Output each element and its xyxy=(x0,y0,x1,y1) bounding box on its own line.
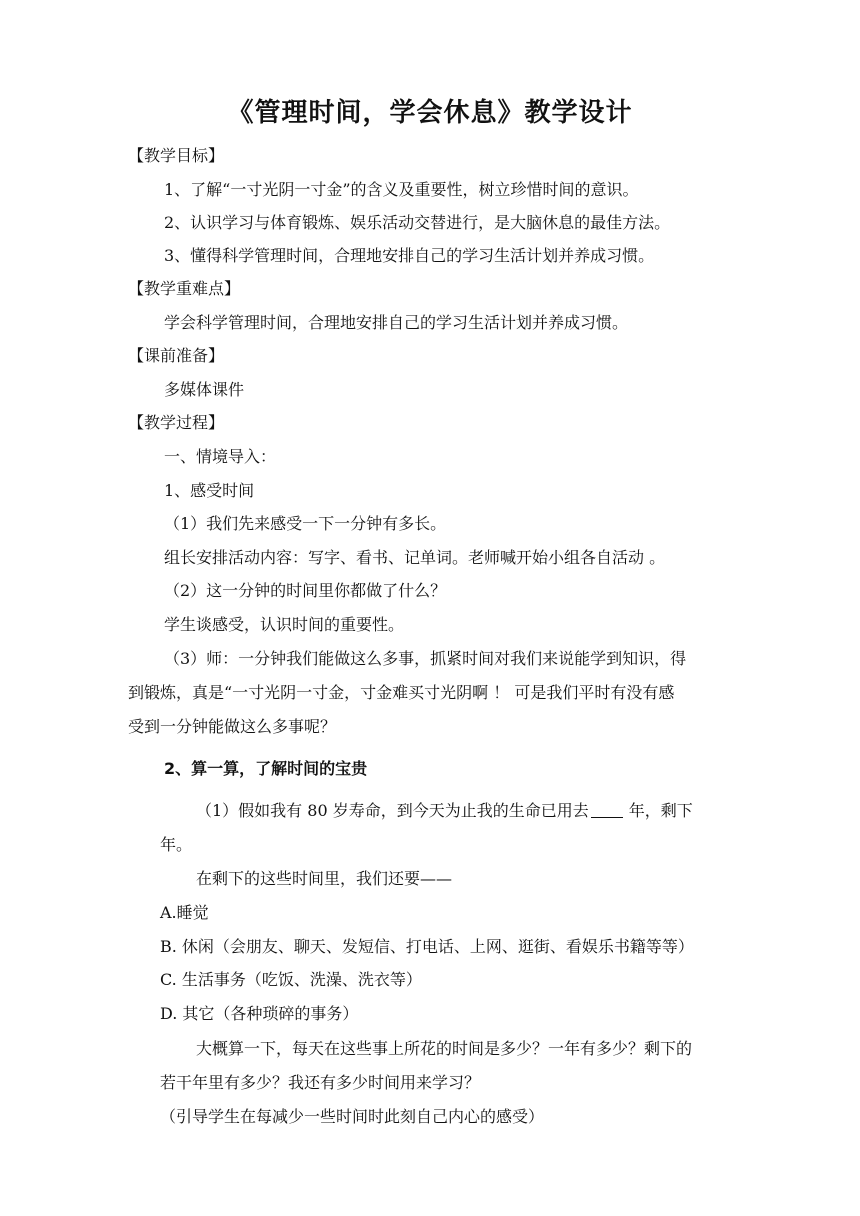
step2-remaining-text: 在剩下的这些时间里，我们还要—— xyxy=(196,869,453,888)
option-a: A.睡觉 xyxy=(160,903,209,922)
step2-item-1-text-b: 年，剩下 xyxy=(628,801,693,820)
step1-item-2-detail: 学生谈感受，认识时间的重要性。 xyxy=(164,615,405,634)
document-title: 《管理时间，学会休息》教学设计 xyxy=(227,98,633,128)
calc-text-line-1: 大概算一下，每天在这些事上所花的时间是多少？一年有多少？剩下的 xyxy=(196,1039,693,1058)
option-b: B. 休闲（会朋友、聊天、发短信、打电话、上网、逛街、看娱乐书籍等等） xyxy=(160,937,694,956)
guide-note: （引导学生在每减少一些时间时此刻自己内心的感受） xyxy=(160,1107,545,1126)
step1-item-3-line-1: （3）师：一分钟我们能做这么多事，抓紧时间对我们来说能学到知识，得 xyxy=(164,649,687,668)
option-c: C. 生活事务（吃饭、洗澡、洗衣等） xyxy=(160,970,422,989)
step2-item-1-text-c: 年。 xyxy=(160,835,193,854)
preparation-text: 多媒体课件 xyxy=(164,380,245,399)
option-d: D. 其它（各种琐碎的事务） xyxy=(160,1004,359,1023)
step2-item-1-text-a: （1）假如我有 80 岁寿命，到今天为止我的生命已用去 xyxy=(196,801,589,820)
years-used-blank xyxy=(591,801,623,818)
step1-item-1: （1）我们先来感受一下一分钟有多长。 xyxy=(164,514,447,533)
process-step-1: 1、感受时间 xyxy=(164,481,255,500)
goal-item-3: 3、懂得科学管理时间，合理地安排自己的学习生活计划并养成习惯。 xyxy=(164,246,655,265)
step1-item-2: （2）这一分钟的时间里你都做了什么？ xyxy=(164,581,447,600)
preparation-heading: 【课前准备】 xyxy=(128,346,225,365)
process-part-1: 一、情境导入： xyxy=(164,447,277,466)
calc-text-line-2: 若干年里有多少？我还有多少时间用来学习？ xyxy=(160,1073,481,1092)
step1-item-3-line-3: 受到一分钟能做这么多事呢？ xyxy=(128,717,337,736)
goals-heading: 【教学目标】 xyxy=(128,146,225,165)
process-heading: 【教学过程】 xyxy=(128,413,225,432)
step1-item-3-line-2: 到锻炼，真是“一寸光阴一寸金，寸金难买寸光阴啊 ！ 可是我们平时有没有感 xyxy=(128,683,675,702)
step1-item-1-detail: 组长安排活动内容：写字、看书、记单词。老师喊开始小组各自活动 。 xyxy=(164,548,666,567)
key-points-heading: 【教学重难点】 xyxy=(128,279,241,298)
process-step-2: 2、算一算，了解时间的宝贵 xyxy=(164,759,368,778)
goal-item-1: 1、了解“一寸光阴一寸金”的含义及重要性，树立珍惜时间的意识。 xyxy=(164,180,639,199)
key-points-text: 学会科学管理时间，合理地安排自己的学习生活计划并养成习惯。 xyxy=(164,313,629,332)
goal-item-2: 2、认识学习与体育锻炼、娱乐活动交替进行，是大脑休息的最佳方法。 xyxy=(164,213,671,232)
step2-item-1 xyxy=(196,801,693,821)
